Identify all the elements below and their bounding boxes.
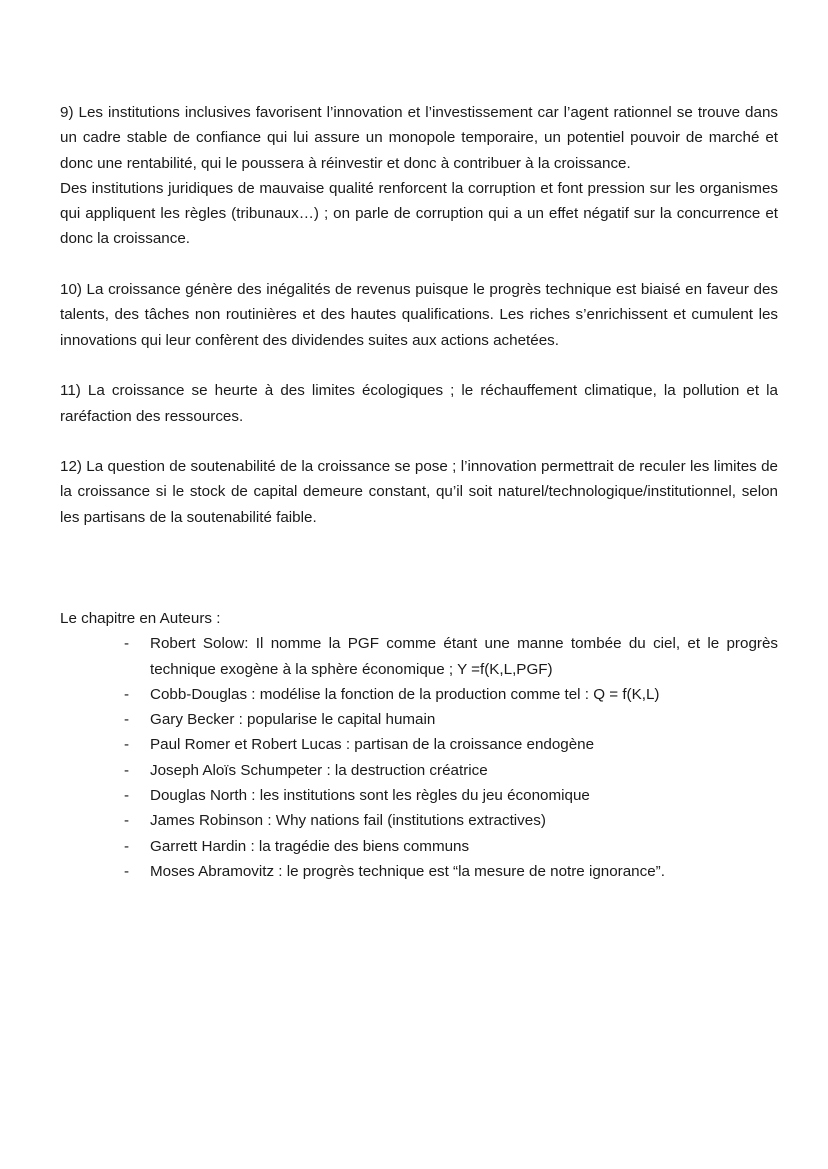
author-text: Moses Abramovitz : le progrès technique est “la mesure de notre ignorance”. bbox=[150, 862, 665, 880]
author-item-abramovitz bbox=[124, 859, 778, 884]
dash-bullet-icon: - bbox=[124, 685, 130, 703]
paragraph-11: 11) La croissance se heurte à des limites écologiques ; le réchauffement climatique, la pollution et la raréfaction des ressources. bbox=[60, 382, 778, 425]
author-text: Robert Solow: Il nomme la PGF comme étant une manne tombée du ciel, et le progrès technique exogène à la sphère économique ; Y =f(K,L,PGF) bbox=[150, 635, 778, 678]
author-item-hardin bbox=[124, 834, 778, 859]
authors-section-title: Le chapitre en Auteurs : bbox=[60, 609, 221, 627]
spacer bbox=[60, 353, 778, 378]
paragraph-9: 9) Les institutions inclusives favorisent l’innovation et l’investissement car l’agent rationnel se trouve dans un cadre stable de confiance qui lui assure un monopole temporaire, un potentiel pouvoir de marché et donc une rentabilité, qui le poussera à réinvestir et donc à contribuer à la croissance. bbox=[60, 104, 778, 172]
paragraph-12: 12) La question de soutenabilité de la croissance se pose ; l’innovation permettrait de reculer les limites de la croissance si le stock de capital demeure constant, qu’il soit naturel/technologique/institutionnel, selon les partisans de la soutenabilité faible. bbox=[60, 458, 778, 526]
author-item-becker bbox=[124, 707, 778, 732]
author-text: Cobb-Douglas : modélise la fonction de la production comme tel : Q = f(K,L) bbox=[150, 685, 660, 703]
spacer bbox=[60, 429, 778, 454]
spacer-large bbox=[60, 530, 778, 606]
document-page bbox=[60, 100, 778, 884]
dash-bullet-icon: - bbox=[124, 761, 130, 779]
paragraph-10: 10) La croissance génère des inégalités de revenus puisque le progrès technique est biaisé en faveur des talents, des tâches non routinières et des hautes qualifications. Les riches s’enrichissent et cumulent les innovations qui leur confèrent des dividendes suites aux actions achetées. bbox=[60, 281, 778, 349]
dash-bullet-icon: - bbox=[124, 787, 130, 805]
author-text: Joseph Aloïs Schumpeter : la destruction créatrice bbox=[150, 761, 488, 779]
author-item-romer-lucas bbox=[124, 732, 778, 757]
dash-bullet-icon: - bbox=[124, 635, 130, 653]
author-text: James Robinson : Why nations fail (institutions extractives) bbox=[150, 812, 546, 830]
author-text: Paul Romer et Robert Lucas : partisan de la croissance endogène bbox=[150, 736, 595, 754]
author-item-schumpeter bbox=[124, 758, 778, 783]
author-item-cobb-douglas bbox=[124, 682, 778, 707]
author-item-north bbox=[124, 783, 778, 808]
author-text: Garrett Hardin : la tragédie des biens communs bbox=[150, 837, 470, 855]
author-item-robinson bbox=[124, 808, 778, 833]
dash-bullet-icon: - bbox=[124, 837, 130, 855]
dash-bullet-icon: - bbox=[124, 711, 130, 729]
author-text: Douglas North : les institutions sont les règles du jeu économique bbox=[150, 787, 590, 805]
dash-bullet-icon: - bbox=[124, 736, 130, 754]
author-item-solow bbox=[124, 631, 778, 682]
author-list bbox=[60, 631, 778, 884]
paragraph-9-continued: Des institutions juridiques de mauvaise qualité renforcent la corruption et font pression sur les organismes qui appliquent les règles (tribunaux…) ; on parle de corruption qui a un effet négatif sur la concurrence et donc la croissance. bbox=[60, 179, 778, 248]
author-text: Gary Becker : popularise le capital humain bbox=[150, 711, 436, 729]
spacer bbox=[60, 252, 778, 277]
dash-bullet-icon: - bbox=[124, 812, 130, 830]
dash-bullet-icon: - bbox=[124, 862, 130, 880]
